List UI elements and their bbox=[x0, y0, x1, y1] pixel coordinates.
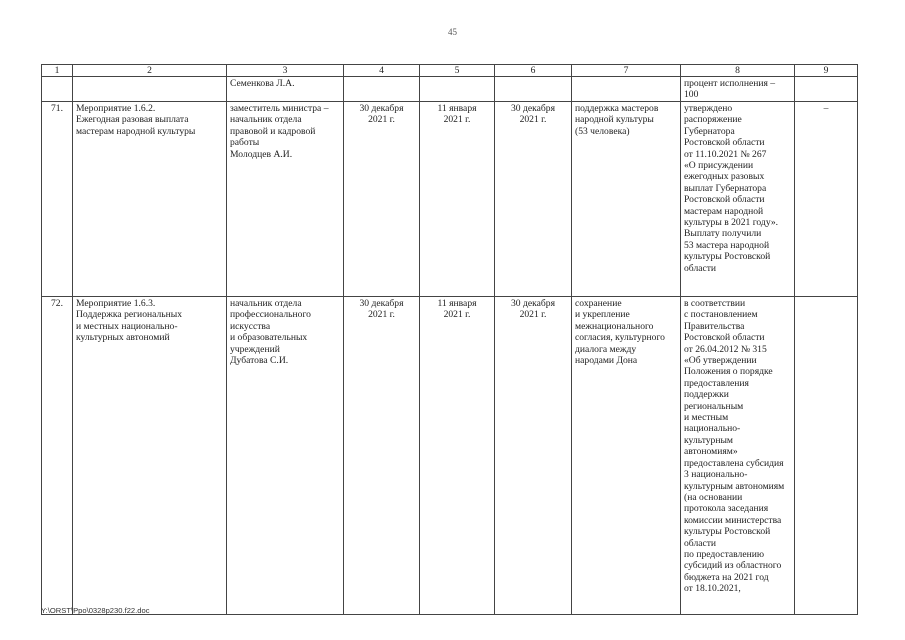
column-number: 3 bbox=[227, 65, 344, 77]
table-row bbox=[42, 297, 858, 615]
column-number: 1 bbox=[42, 65, 73, 77]
continuation-row bbox=[42, 77, 858, 102]
row-number: 72. bbox=[42, 297, 73, 615]
column-number: 2 bbox=[73, 65, 227, 77]
event-cell: Мероприятие 1.6.3. Поддержка региональных и местных национально- культурных автономий bbox=[73, 297, 227, 615]
actual-start-date-cell: 11 января 2021 г. bbox=[420, 102, 495, 297]
responsible-cell: начальник отдела профессионального искусства и образовательных учреждений Дубатова С.И. bbox=[227, 297, 344, 615]
column-number: 9 bbox=[795, 65, 858, 77]
result-cell: сохранение и укрепление межнационального согласия, культурного диалога между народами Дона bbox=[572, 297, 681, 615]
actual-result-cell: утверждено распоряжение Губернатора Ростовской области от 11.10.2021 № 267 «О присуждении ежегодных разовых выплат Губернатора Ростовской области мастерам народной культуры в 2021 году». Выплату получили 53 мастера народной культуры Ростовской области bbox=[681, 102, 795, 297]
column-number-row bbox=[42, 65, 858, 77]
table-row bbox=[42, 102, 858, 297]
column-number: 8 bbox=[681, 65, 795, 77]
column-number: 4 bbox=[344, 65, 420, 77]
actual-result-cell: в соответствии с постановлением Правительства Ростовской области от 26.04.2012 № 315 «Об утверждении Положения о порядке предоставления поддержки региональным и местным национально- культурным автономиям» предоставлена субсидия 3 национально- культурным автономиям (на основании протокола заседания комиссии министерства культуры Ростовской области по предоставлению субсидий из областного бюджета на 2021 год от 18.10.2021, bbox=[681, 297, 795, 615]
plan-start-date-cell: 30 декабря 2021 г. bbox=[344, 297, 420, 615]
responsible-cell: заместитель министра – начальник отдела правовой и кадровой работы Молодцев А.И. bbox=[227, 102, 344, 297]
responsible-cell: Семенкова Л.А. bbox=[227, 77, 344, 102]
end-date-cell: 30 декабря 2021 г. bbox=[495, 297, 572, 615]
actual-start-date-cell: 11 января 2021 г. bbox=[420, 297, 495, 615]
result-cell: поддержка мастеров народной культуры (53 человека) bbox=[572, 102, 681, 297]
note-cell: – bbox=[795, 102, 858, 297]
event-cell: Мероприятие 1.6.2. Ежегодная разовая выплата мастерам народной культуры bbox=[73, 102, 227, 297]
plan-start-date-cell: 30 декабря 2021 г. bbox=[344, 102, 420, 297]
page-number: 45 bbox=[448, 27, 457, 37]
report-table bbox=[41, 64, 858, 615]
end-date-cell: 30 декабря 2021 г. bbox=[495, 102, 572, 297]
note-cell bbox=[795, 297, 858, 615]
column-number: 5 bbox=[420, 65, 495, 77]
file-path-footer: Y:\ORST\Ppo\0328p230.f22.doc bbox=[41, 606, 150, 615]
column-number: 7 bbox=[572, 65, 681, 77]
column-number: 6 bbox=[495, 65, 572, 77]
actual-result-cell: процент исполнения – 100 bbox=[681, 77, 795, 102]
row-number: 71. bbox=[42, 102, 73, 297]
